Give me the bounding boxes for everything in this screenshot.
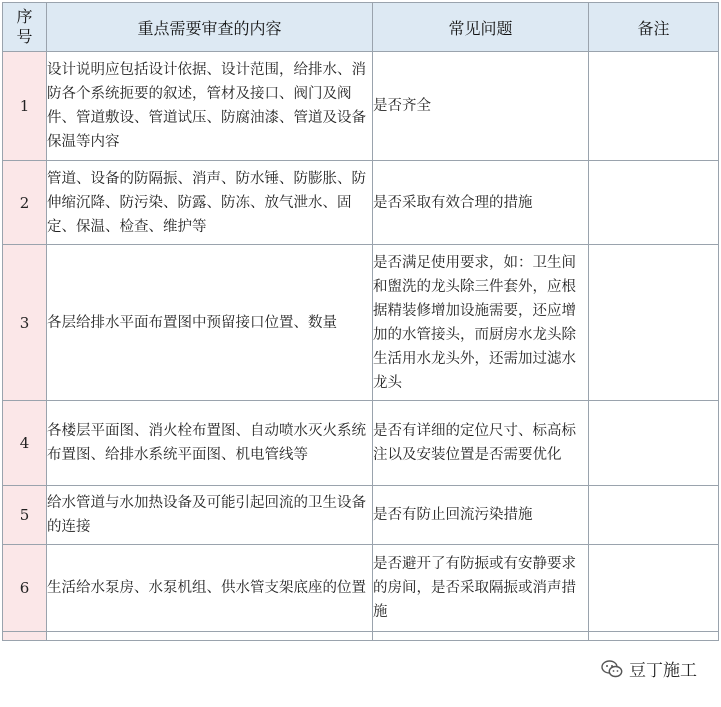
table-row bbox=[3, 545, 719, 632]
row-number: 1 bbox=[3, 52, 47, 161]
row-content: 各楼层平面图、消火栓布置图、自动喷水灭火系统布置图、给排水系统平面图、机电管线等 bbox=[47, 401, 373, 486]
header-serial-line1: 序 bbox=[16, 7, 33, 26]
header-row bbox=[3, 3, 719, 52]
table-row-partial bbox=[3, 632, 719, 641]
table-row bbox=[3, 401, 719, 486]
table-row bbox=[3, 245, 719, 401]
row-remark bbox=[589, 486, 719, 545]
row-content: 生活给水泵房、水泵机组、供水管支架底座的位置 bbox=[47, 545, 373, 632]
row-problem: 是否满足使用要求，如：卫生间和盥洗的龙头除三件套外，应根据精装修增加设施需要，还应增加的水管接头，而厨房水龙头除生活用水龙头外，还需加过滤水龙头 bbox=[373, 245, 589, 401]
row-number: 5 bbox=[3, 486, 47, 545]
row-problem-partial bbox=[373, 632, 589, 641]
header-serial-number bbox=[3, 3, 47, 52]
row-remark bbox=[589, 161, 719, 245]
table-row bbox=[3, 486, 719, 545]
row-remark-partial bbox=[589, 632, 719, 641]
row-content-partial bbox=[47, 632, 373, 641]
table-row bbox=[3, 52, 719, 161]
watermark-text: 豆丁施工 bbox=[629, 661, 697, 681]
watermark bbox=[601, 656, 697, 681]
row-content: 设计说明应包括设计依据、设计范围，给排水、消防各个系统扼要的叙述，管材及接口、阀门及阀件、管道敷设、管道试压、防腐油漆、管道及设备保温等内容 bbox=[47, 52, 373, 161]
row-remark bbox=[589, 401, 719, 486]
row-remark bbox=[589, 52, 719, 161]
row-number: 6 bbox=[3, 545, 47, 632]
row-number: 4 bbox=[3, 401, 47, 486]
row-content: 给水管道与水加热设备及可能引起回流的卫生设备的连接 bbox=[47, 486, 373, 545]
row-number: 3 bbox=[3, 245, 47, 401]
row-problem: 是否有防止回流污染措施 bbox=[373, 486, 589, 545]
row-problem: 是否采取有效合理的措施 bbox=[373, 161, 589, 245]
header-serial-line2: 号 bbox=[16, 27, 33, 46]
review-table bbox=[2, 2, 719, 641]
header-remark: 备注 bbox=[589, 3, 719, 52]
header-problem: 常见问题 bbox=[373, 3, 589, 52]
row-number-partial bbox=[3, 632, 47, 641]
wechat-icon bbox=[601, 660, 623, 678]
row-remark bbox=[589, 545, 719, 632]
row-number: 2 bbox=[3, 161, 47, 245]
table-row bbox=[3, 161, 719, 245]
row-remark bbox=[589, 245, 719, 401]
row-problem: 是否有详细的定位尺寸、标高标注以及安装位置是否需要优化 bbox=[373, 401, 589, 486]
header-content: 重点需要审查的内容 bbox=[47, 3, 373, 52]
row-content: 管道、设备的防隔振、消声、防水锤、防膨胀、防伸缩沉降、防污染、防露、防冻、放气泄水、固定、保温、检查、维护等 bbox=[47, 161, 373, 245]
row-problem: 是否齐全 bbox=[373, 52, 589, 161]
row-problem: 是否避开了有防振或有安静要求的房间，是否采取隔振或消声措施 bbox=[373, 545, 589, 632]
row-content: 各层给排水平面布置图中预留接口位置、数量 bbox=[47, 245, 373, 401]
